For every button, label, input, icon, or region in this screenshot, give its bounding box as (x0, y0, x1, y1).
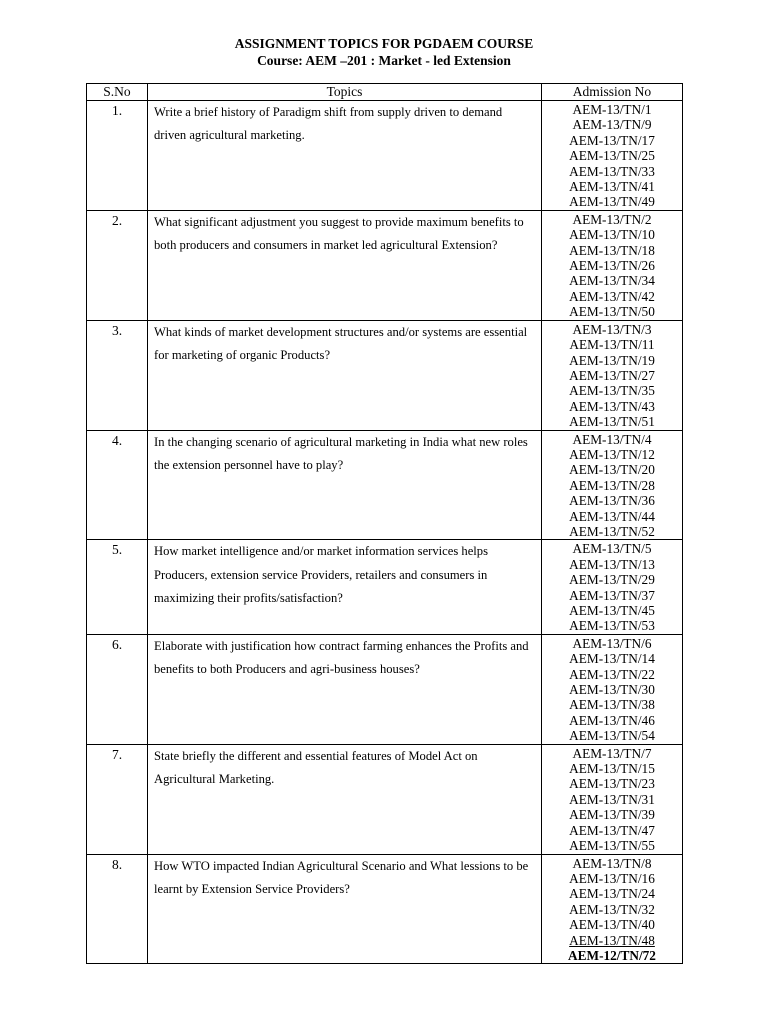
admission-number: AEM-13/TN/42 (569, 288, 655, 304)
admission-number: AEM-13/TN/26 (569, 258, 655, 274)
admission-list (542, 101, 683, 211)
admission-number: AEM-13/TN/30 (569, 682, 655, 698)
topic-text: Write a brief history of Paradigm shift from supply driven to demand driven agricultural marketing. (148, 101, 542, 211)
column-header-topics: Topics (148, 84, 542, 101)
admission-list (542, 744, 683, 854)
admission-number: AEM-13/TN/40 (569, 917, 655, 933)
admission-number: AEM-13/TN/3 (572, 321, 652, 337)
admission-number: AEM-13/TN/44 (569, 508, 655, 524)
admission-number: AEM-13/TN/34 (569, 273, 655, 289)
table-row (87, 320, 683, 430)
serial-number: 1. (87, 101, 148, 211)
serial-number: 3. (87, 320, 148, 430)
admission-number: AEM-13/TN/14 (569, 651, 655, 667)
admission-number: AEM-13/TN/17 (569, 132, 655, 148)
column-header-sno: S.No (87, 84, 148, 101)
admission-number: AEM-13/TN/51 (569, 414, 655, 430)
admission-number: AEM-13/TN/8 (572, 855, 652, 871)
admission-number: AEM-13/TN/25 (569, 148, 655, 164)
admission-number: AEM-13/TN/54 (569, 728, 655, 744)
serial-number: 6. (87, 634, 148, 744)
admission-number: AEM-13/TN/28 (569, 477, 655, 493)
table-row (87, 854, 683, 964)
admission-number: AEM-13/TN/18 (569, 242, 655, 258)
page-title: ASSIGNMENT TOPICS FOR PGDAEM COURSE (234, 36, 534, 51)
admission-number: AEM-13/TN/35 (569, 383, 655, 399)
topic-text: How WTO impacted Indian Agricultural Scenario and What lessions to be learnt by Extension Service Providers? (148, 854, 542, 964)
admission-number: AEM-13/TN/12 (569, 446, 655, 462)
admission-number: AEM-13/TN/9 (572, 117, 652, 133)
table-row (87, 744, 683, 854)
admission-number: AEM-13/TN/38 (569, 697, 655, 713)
admission-number: AEM-13/TN/7 (572, 745, 652, 761)
admission-number: AEM-13/TN/20 (569, 462, 655, 478)
table-row (87, 634, 683, 744)
admission-number: AEM-13/TN/49 (569, 194, 655, 210)
table-row (87, 210, 683, 320)
admission-number: AEM-13/TN/41 (569, 179, 655, 195)
admission-number: AEM-13/TN/11 (569, 337, 655, 353)
admission-number: AEM-13/TN/46 (569, 712, 655, 728)
table-row (87, 101, 683, 211)
serial-number: 4. (87, 430, 148, 540)
admission-number: AEM-13/TN/29 (569, 572, 655, 588)
admission-number: AEM-13/TN/33 (569, 163, 655, 179)
topic-text: Elaborate with justification how contract farming enhances the Profits and benefits to both Producers and agri-business houses? (148, 634, 542, 744)
admission-list (542, 320, 683, 430)
table-row (87, 430, 683, 540)
topic-text: What kinds of market development structures and/or systems are essential for marketing of organic Products? (148, 320, 542, 430)
course-subtitle: Course: AEM –201 : Market - led Extension (257, 53, 511, 68)
admission-number: AEM-13/TN/43 (569, 398, 655, 414)
admission-list (542, 634, 683, 744)
admission-number: AEM-13/TN/24 (569, 886, 655, 902)
admission-number: AEM-13/TN/15 (569, 761, 655, 777)
topic-text: What significant adjustment you suggest to provide maximum benefits to both producers and consumers in market led agricultural Extension? (148, 210, 542, 320)
admission-number: AEM-12/TN/72 (568, 947, 656, 963)
serial-number: 2. (87, 210, 148, 320)
admission-number: AEM-13/TN/47 (569, 822, 655, 838)
admission-number: AEM-13/TN/48 (569, 932, 655, 948)
admission-list (542, 540, 683, 634)
table-row (87, 540, 683, 634)
serial-number: 7. (87, 744, 148, 854)
admission-number: AEM-13/TN/45 (569, 603, 655, 618)
admission-number: AEM-13/TN/4 (572, 431, 652, 447)
admission-number: AEM-13/TN/6 (572, 635, 652, 651)
admission-number: AEM-13/TN/37 (569, 587, 655, 603)
admission-number: AEM-13/TN/36 (569, 493, 655, 509)
admission-number: AEM-13/TN/10 (569, 227, 655, 243)
admission-number: AEM-13/TN/1 (572, 102, 652, 117)
topic-text: How market intelligence and/or market information services helps Producers, extension service Providers, retailers and consumers in maximizing their profits/satisfaction? (148, 540, 542, 634)
admission-number: AEM-13/TN/52 (569, 523, 655, 539)
admission-number: AEM-13/TN/32 (569, 901, 655, 917)
topic-text: State briefly the different and essential features of Model Act on Agricultural Marketing. (148, 744, 542, 854)
admission-number: AEM-13/TN/31 (569, 791, 655, 807)
assignment-table (86, 83, 683, 964)
table-header-row (87, 84, 683, 101)
admission-list (542, 854, 683, 964)
admission-number: AEM-13/TN/13 (569, 556, 655, 572)
admission-number: AEM-13/TN/27 (569, 367, 655, 383)
serial-number: 8. (87, 854, 148, 964)
admission-number: AEM-13/TN/19 (569, 352, 655, 368)
column-header-admission: Admission No (542, 84, 683, 101)
serial-number: 5. (87, 540, 148, 634)
admission-list (542, 430, 683, 540)
admission-list (542, 210, 683, 320)
admission-number: AEM-13/TN/39 (569, 807, 655, 823)
admission-number: AEM-13/TN/55 (569, 838, 655, 854)
topic-text: In the changing scenario of agricultural marketing in India what new roles the extension personnel have to play? (148, 430, 542, 540)
admission-number: AEM-13/TN/5 (572, 541, 652, 557)
admission-number: AEM-13/TN/53 (569, 618, 655, 634)
admission-number: AEM-13/TN/16 (569, 870, 655, 886)
admission-number: AEM-13/TN/50 (569, 304, 655, 320)
admission-number: AEM-13/TN/22 (569, 666, 655, 682)
admission-number: AEM-13/TN/23 (569, 776, 655, 792)
admission-number: AEM-13/TN/2 (572, 211, 652, 227)
